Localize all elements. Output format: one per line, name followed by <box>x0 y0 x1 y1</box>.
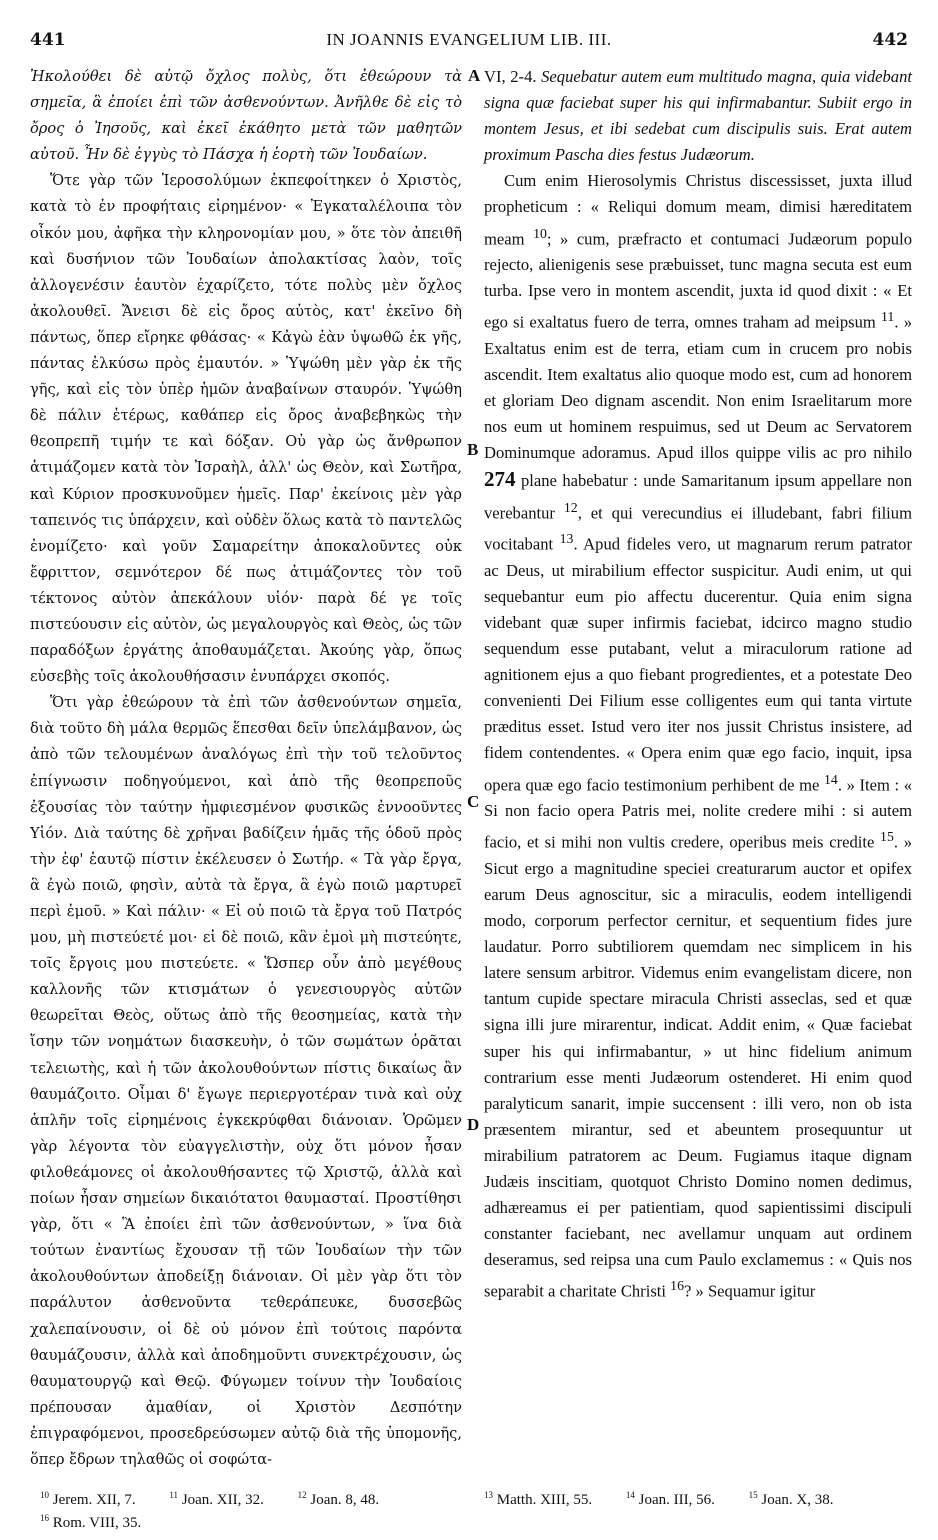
footnote-ref: 12 <box>563 499 578 515</box>
latin-text: ? » Sequamur igitur <box>683 1281 816 1301</box>
latin-text: . Apud fideles vero, ut magnarum rerum patrator ac Deus, ut mirabilium effector suspicitur. Audi enim, ut qui sequebantur eum pio affectu ducerentur. Quia enim signa videbant quæ super infirmis faciebat, idcirco magno studio sequendum esse putabant, velut a miraculorum ratione ad agnitionem ejus a quo fiebant progredientes, et a potestate Deo convenienti Dei Filium esse colligentes eum qui tanta virtute præditus esset. Istud vero iter nos jussit Christus insistere, ad fidem contendentes. « Opera enim quæ ego facio, inquit, ipsa opera quæ ego facio testimonium perhibent de me <box>484 534 912 795</box>
greek-paragraph-1: Ὅτε γὰρ τῶν Ἱεροσολύμων ἐκπεφοίτηκεν ὁ Χριστὸς, κατὰ τὸ ἐν προφήταις εἰρημένον· « Ἐγκαταλέλοιπα τὸν οἶκόν μου, ἀφῆκα τὴν κληρονομίαν μου, » ὅτε τὸν ἀπειθῆ καὶ δυσήνιον τῶν Ἰουδαίων ἀπολακτίσας λαὸν, τοῖς ἀλλογενέσιν ἑαυτὸν ἐχαρίζετο, τότε πολὺς μὲν ὄχλος ἀκολουθεῖ. Ἄνεισι δὲ εἰς ὄρος αὐτὸς, κατ' ἐκεῖνο δὴ πάντως, ὅπερ εἴρηκε φθάσας· « Κἀγὼ ἐὰν ὑψωθῶ ἐκ γῆς, πάντας ἑλκύσω πρὸς ἐμαυτόν. » Ὑψώθη μὲν γὰρ ἐκ τῆς γῆς, καὶ εἰς τὸν ὑπὲρ ἡμῶν ἀναβαίνων σταυρόν. Ὑψώθη δὲ πάλιν ἑτέρως, καθάπερ εἰς ὄρος ἀναβεβηκὼς τὴν θεοπρεπῆ τιμήν τε καὶ δόξαν. Οὐ γὰρ ὡς ἄνθρωπον ἀτιμάζομεν κατὰ τὸν Ἰσραὴλ, ἀλλ' ὡς Θεὸν, καὶ Σωτῆρα, καὶ Κύριον προσκυνοῦμεν ἡμεῖς. Παρ' ἐκείνοις μὲν γὰρ ταπεινός τις ὑπάρχειν, καὶ οὐδὲν ὅλως κατὰ τὸ παντελῶς ἐνομίζετο· καὶ γοῦν Σαμαρείτην ἀποκαλοῦντες οὐκ ἔφριττον, σεμνότερον δέ πως ἀτιμάζοντες τὸν τοῦ τέκτονος αὐτὸν ἀπεκάλουν υἱόν· παρὰ δέ γε τοῖς πιστεύουσιν εἰς αὐτὸν, ὡς μεγαλουργὸς καὶ Θεὸς, ὡς τῶν παραδόξων ἐργάτης ἀποθαυμάζεται. Ἀκούης γὰρ, ὅπως εὐσεβὴς τοῖς ἀκολουθήσασιν ἐνυπάρχει σκοπός. <box>30 172 462 686</box>
latin-lemma-text: Sequebatur autem eum multitudo magna, quia videbant signa quæ faciebat super his qui infirmabantur. Subiit ergo in montem Jesus, et ibi sedebat cum discipulis suis. Erat autem proximum Pascha dies festus Judæorum. <box>484 67 912 165</box>
greek-lemma: Ἠκολούθει δὲ αὐτῷ ὄχλος πολὺς, ὅτι ἐθεώρουν τὰ σημεῖα, ἃ ἐποίει ἐπὶ τῶν ἀσθενούντων. Ἀνῆλθε δὲ εἰς τὸ ὄρος ὁ Ἰησοῦς, καὶ ἐκεῖ ἐκάθητο μετὰ τῶν μαθητῶν αὐτοῦ. Ἦν δὲ ἐγγὺς τὸ Πάσχα ἡ ἑορτὴ τῶν Ἰουδαίων. <box>30 68 462 164</box>
footnote: $^{10}$ Jerem. XII, 7. <box>40 1490 136 1508</box>
latin-lemma <box>484 64 912 168</box>
margin-letter-c: C <box>467 792 480 811</box>
greek-paragraph-2: Ὅτι γὰρ ἐθεώρουν τὰ ἐπὶ τῶν ἀσθενούντων σημεῖα, διὰ τοῦτο δὴ μάλα θερμῶς ἕπεσθαι δεῖν ὑπελάμβανον, ὡς ἀπὸ τῶν τελουμένων ἀναλόγως ἐπὶ τὴν τοῦ τελοῦντος ἐπίγνωσιν ποδηγούμενοι, καὶ ἀπὸ τῆς θεοπρεποῦς ἐξουσίας τὸν ταύτην ἠμφιεσμένον φυσικῶς ἐννοοῦντες Υἱόν. Διὰ ταύτης δὲ χρῆναι βαδίζειν ἡμᾶς τῆς ὁδοῦ πρὸς τὴν ἐφ' ἑαυτῷ πίστιν ἐκέλευσεν ὁ Σωτήρ. « Τὰ γὰρ ἔργα, ἃ ἐγὼ ποιῶ, φησὶν, αὐτὰ τὰ ἔργα, ἃ ἐγὼ ποιῶ μαρτυρεῖ περὶ ἐμοῦ. » Καὶ πάλιν· « Εἰ οὐ ποιῶ τὰ ἔργα τοῦ Πατρός μου, μὴ πιστεύετέ μοι· εἰ δὲ ποιῶ, κἂν ἐμοὶ μὴ πιστεύητε, τοῖς ἔργοις μου πιστεύετε. « Ὥσπερ οὖν ἀπὸ μεγέθους καλλονῆς τῶν κτισμάτων ὁ γενεσιουργὸς αὐτῶν θεωρεῖται Θεὸς, οὕτως ἀπὸ τῆς θεοσημείας, κατὰ τὴν ἴσην τῶν νοημάτων διασκευὴν, ὁ τῶν σωμάτων ὁρᾶται τελειωτὴς, καὶ ἡ τῶν ἀκολουθούντων πίστις δικαίως ἂν θαυμάζοιτο. Οἶμαι δ' ἔγωγε περιεργοτέραν τινὰ καὶ οὐχ ἁπλῆν τοῖς εἰρημένοις ἐγκεκρύφθαι διάνοιαν. Ὁρῶμεν γὰρ λέγοντα τὸν εὐαγγελιστὴν, οὐχ ὅτι μόνον ἦσαν φιλοθεάμονες οἱ ἀκολουθήσαντες τῷ Χριστῷ, ἀλλὰ καὶ ποίων ἦσαν σημείων δικαιότατοι θαυμασταί. Προστίθησι γὰρ, ὅτι « Ἃ ἐποίει ἐπὶ τῶν ἀσθενούντων, » ἵνα διὰ τούτων ἐναντίως ἔχουσαν τῇ τῶν Ἰουδαίων τὴν τῶν ἀκολουθούντων ἀποδείξῃ διάνοιαν. Οἱ μὲν γὰρ ὅτι τὸν παράλυτον ἀσθενοῦντα τεθεράπευκε, δυσσεβῶς χαλεπαίνουσιν, οἱ δὲ οὐ μόνον ἐπὶ τούτοις παρόντα θαυμάζουσιν, ἀλλὰ καὶ ἀποδημοῦντι συνεκτρέχουσιν, ὡς θαυματουργῷ καὶ Θεῷ. Φύγωμεν τοίνυν τὴν Ἰουδαίοις πρέπουσαν ἀμαθίαν, οἱ Χριστὸν Δεσπότην ἐπιγραφόμενοι, προσεδρεύσωμεν αὐτῷ διὰ τῆς ὑπομονῆς, ὅπερ ἔδρων τηλαθῶς οἱ σοφώτα- <box>30 694 462 1468</box>
footnote: $^{16}$ Rom. VIII, 35. <box>40 1513 142 1531</box>
folio-number: 274 <box>484 467 516 492</box>
margin-letter-b: B <box>467 440 479 459</box>
latin-text: . » Item : « Si non facio opera Patris mei, nolite credere mihi : si autem facio, et si mihi non vultis credere, operibus meis credite <box>484 775 913 852</box>
footnote-ref: 10 <box>533 225 547 241</box>
latin-lemma-ref: VI, 2-4. <box>484 67 537 86</box>
latin-column <box>484 64 912 1305</box>
latin-text: . » Sicut ergo a magnitudine speciei creaturarum auctor et opifex earum Deus agnoscitur, sic a miraculis, eodem intelligendi modo, corporum perfector cernitur, et sequentium fides jure laudatur. Porro subtiliorem quemdam nec simplicem in his latere sensum arbitror. Videmus enim evangelistam dicere, non tantum cupide spectare miracula Christi asseclas, sed et quæ signa illi jure mirarentur, indicat. Addit enim, « Quæ faciebat super his qui infirmabantur, » ut hinc fidelium animum contrarium esse menti Judæorum ostenderet. Hi enim quod paralyticum sanarit, impie succensent : illi vero, non ob ista præsentem mirantur, sed et abeuntem prosequuntur ut mirabilium patratorem ac Deum. Fugiamus itaque dignam Judæis inscitiam, quotquot Christo Domino nomen dedimus, adhæreamus ei per patientiam, quod sapientissimi discipuli constanter faciebant, nec avellamur unquam aut ordinem deseramus, sed reipsa una cum Paulo exclamemus : « Quis nos separabit a charitate Christi <box>484 832 912 1301</box>
latin-text: ; » cum, præfracto et contumaci Judæorum populo rejecto, alienigenis sese præbuisset, tunc magna secuta est eum turba. Ipse vero in montem ascendit, juxta id quod dixit : « Et ego si exaltatus fuero de terra, omnes traham ad meipsum <box>484 229 912 332</box>
latin-text: Cum enim Hierosolymis Christus discessisset, juxta illud propheticum : « Reliqui domum meam, dimisi hæreditatem meam <box>484 171 912 249</box>
latin-text: . » Exaltatus enim est de terra, etiam cum in crucem pro nobis ascendit. Item exaltatus alio quoque modo est, cum ad honorem et gloriam Deo dignam ascendit. Non enim Israelitarum more nos eum ut hominem respuimus, sed ut Deum ac Servatorem Dominumque adoramus. Apud illos quippe vilis ac pro nihilo <box>484 312 912 463</box>
footnote: $^{14}$ Joan. III, 56. <box>625 1490 715 1508</box>
footnote-ref: 13 <box>559 531 574 547</box>
footnote: $^{12}$ Joan. 8, 48. <box>297 1490 380 1508</box>
footnotes-left <box>40 1486 470 1532</box>
footnote: $^{13}$ Matth. XIII, 55. <box>484 1490 593 1508</box>
footnotes-right <box>484 1486 912 1509</box>
page-number-right: 442 <box>872 30 908 50</box>
latin-paragraph <box>484 168 912 1305</box>
running-title: IN JOANNIS EVANGELIUM LIB. III. <box>326 30 612 49</box>
footnote-ref: 15 <box>880 829 894 845</box>
running-header <box>30 30 908 56</box>
margin-letter-d: D <box>467 1115 480 1134</box>
footnote-ref: 11 <box>881 309 895 325</box>
page-number-left: 441 <box>30 30 66 50</box>
footnote: $^{11}$ Joan. XII, 32. <box>169 1490 264 1508</box>
latin-text: , et qui verecundius ei illudebant, fabri filium vocitabant <box>484 503 912 554</box>
footnote: $^{15}$ Joan. X, 38. <box>748 1490 834 1508</box>
latin-text: plane habebatur : unde Samaritanum ipsum appellare non verebantur <box>484 471 912 523</box>
footnote-ref: 16 <box>670 1278 684 1294</box>
margin-letter-a: A <box>468 66 481 85</box>
footnote-ref: 14 <box>824 771 838 787</box>
greek-column <box>30 64 462 1473</box>
